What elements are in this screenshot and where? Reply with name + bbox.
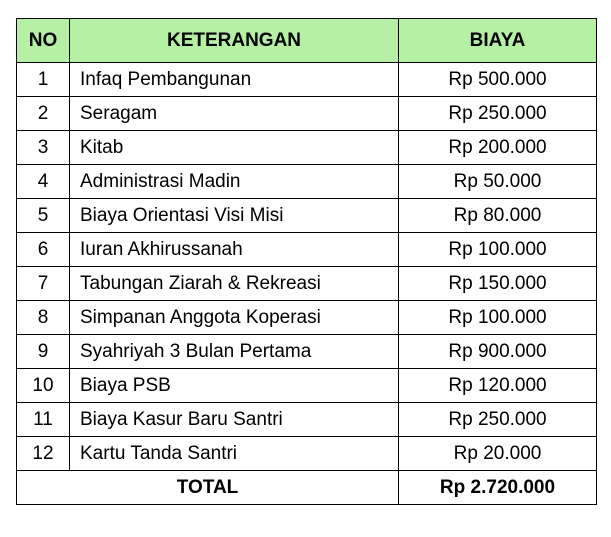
row-cost: Rp 200.000 bbox=[399, 131, 597, 165]
table-row bbox=[17, 437, 597, 471]
table-body bbox=[17, 63, 597, 471]
row-number: 4 bbox=[17, 165, 70, 199]
row-cost: Rp 100.000 bbox=[399, 233, 597, 267]
table-row bbox=[17, 131, 597, 165]
row-description: Infaq Pembangunan bbox=[70, 63, 399, 97]
row-number: 11 bbox=[17, 403, 70, 437]
row-number: 7 bbox=[17, 267, 70, 301]
table-row bbox=[17, 63, 597, 97]
table-row bbox=[17, 97, 597, 131]
row-number: 12 bbox=[17, 437, 70, 471]
row-cost: Rp 80.000 bbox=[399, 199, 597, 233]
row-description: Seragam bbox=[70, 97, 399, 131]
row-description: Biaya Orientasi Visi Misi bbox=[70, 199, 399, 233]
table-header bbox=[17, 19, 597, 63]
row-cost: Rp 100.000 bbox=[399, 301, 597, 335]
header-row bbox=[17, 19, 597, 63]
table-row bbox=[17, 199, 597, 233]
row-description: Syahriyah 3 Bulan Pertama bbox=[70, 335, 399, 369]
header-no: NO bbox=[17, 19, 70, 63]
header-description: KETERANGAN bbox=[70, 19, 399, 63]
row-number: 6 bbox=[17, 233, 70, 267]
table-row bbox=[17, 165, 597, 199]
row-number: 1 bbox=[17, 63, 70, 97]
row-cost: Rp 120.000 bbox=[399, 369, 597, 403]
total-value: Rp 2.720.000 bbox=[399, 471, 597, 505]
table-row bbox=[17, 369, 597, 403]
row-cost: Rp 250.000 bbox=[399, 403, 597, 437]
row-description: Simpanan Anggota Koperasi bbox=[70, 301, 399, 335]
table-footer bbox=[17, 471, 597, 505]
row-number: 10 bbox=[17, 369, 70, 403]
row-number: 2 bbox=[17, 97, 70, 131]
row-description: Iuran Akhirussanah bbox=[70, 233, 399, 267]
row-cost: Rp 50.000 bbox=[399, 165, 597, 199]
row-cost: Rp 150.000 bbox=[399, 267, 597, 301]
table-row bbox=[17, 267, 597, 301]
row-cost: Rp 250.000 bbox=[399, 97, 597, 131]
table-row bbox=[17, 403, 597, 437]
table-row bbox=[17, 335, 597, 369]
row-cost: Rp 500.000 bbox=[399, 63, 597, 97]
row-number: 3 bbox=[17, 131, 70, 165]
total-row bbox=[17, 471, 597, 505]
table-row bbox=[17, 301, 597, 335]
row-description: Biaya Kasur Baru Santri bbox=[70, 403, 399, 437]
row-description: Kitab bbox=[70, 131, 399, 165]
row-description: Administrasi Madin bbox=[70, 165, 399, 199]
header-cost: BIAYA bbox=[399, 19, 597, 63]
row-number: 5 bbox=[17, 199, 70, 233]
row-number: 8 bbox=[17, 301, 70, 335]
row-number: 9 bbox=[17, 335, 70, 369]
row-description: Tabungan Ziarah & Rekreasi bbox=[70, 267, 399, 301]
row-description: Kartu Tanda Santri bbox=[70, 437, 399, 471]
table-row bbox=[17, 233, 597, 267]
row-cost: Rp 20.000 bbox=[399, 437, 597, 471]
fee-table bbox=[16, 18, 597, 505]
total-label: TOTAL bbox=[17, 471, 399, 505]
row-cost: Rp 900.000 bbox=[399, 335, 597, 369]
row-description: Biaya PSB bbox=[70, 369, 399, 403]
